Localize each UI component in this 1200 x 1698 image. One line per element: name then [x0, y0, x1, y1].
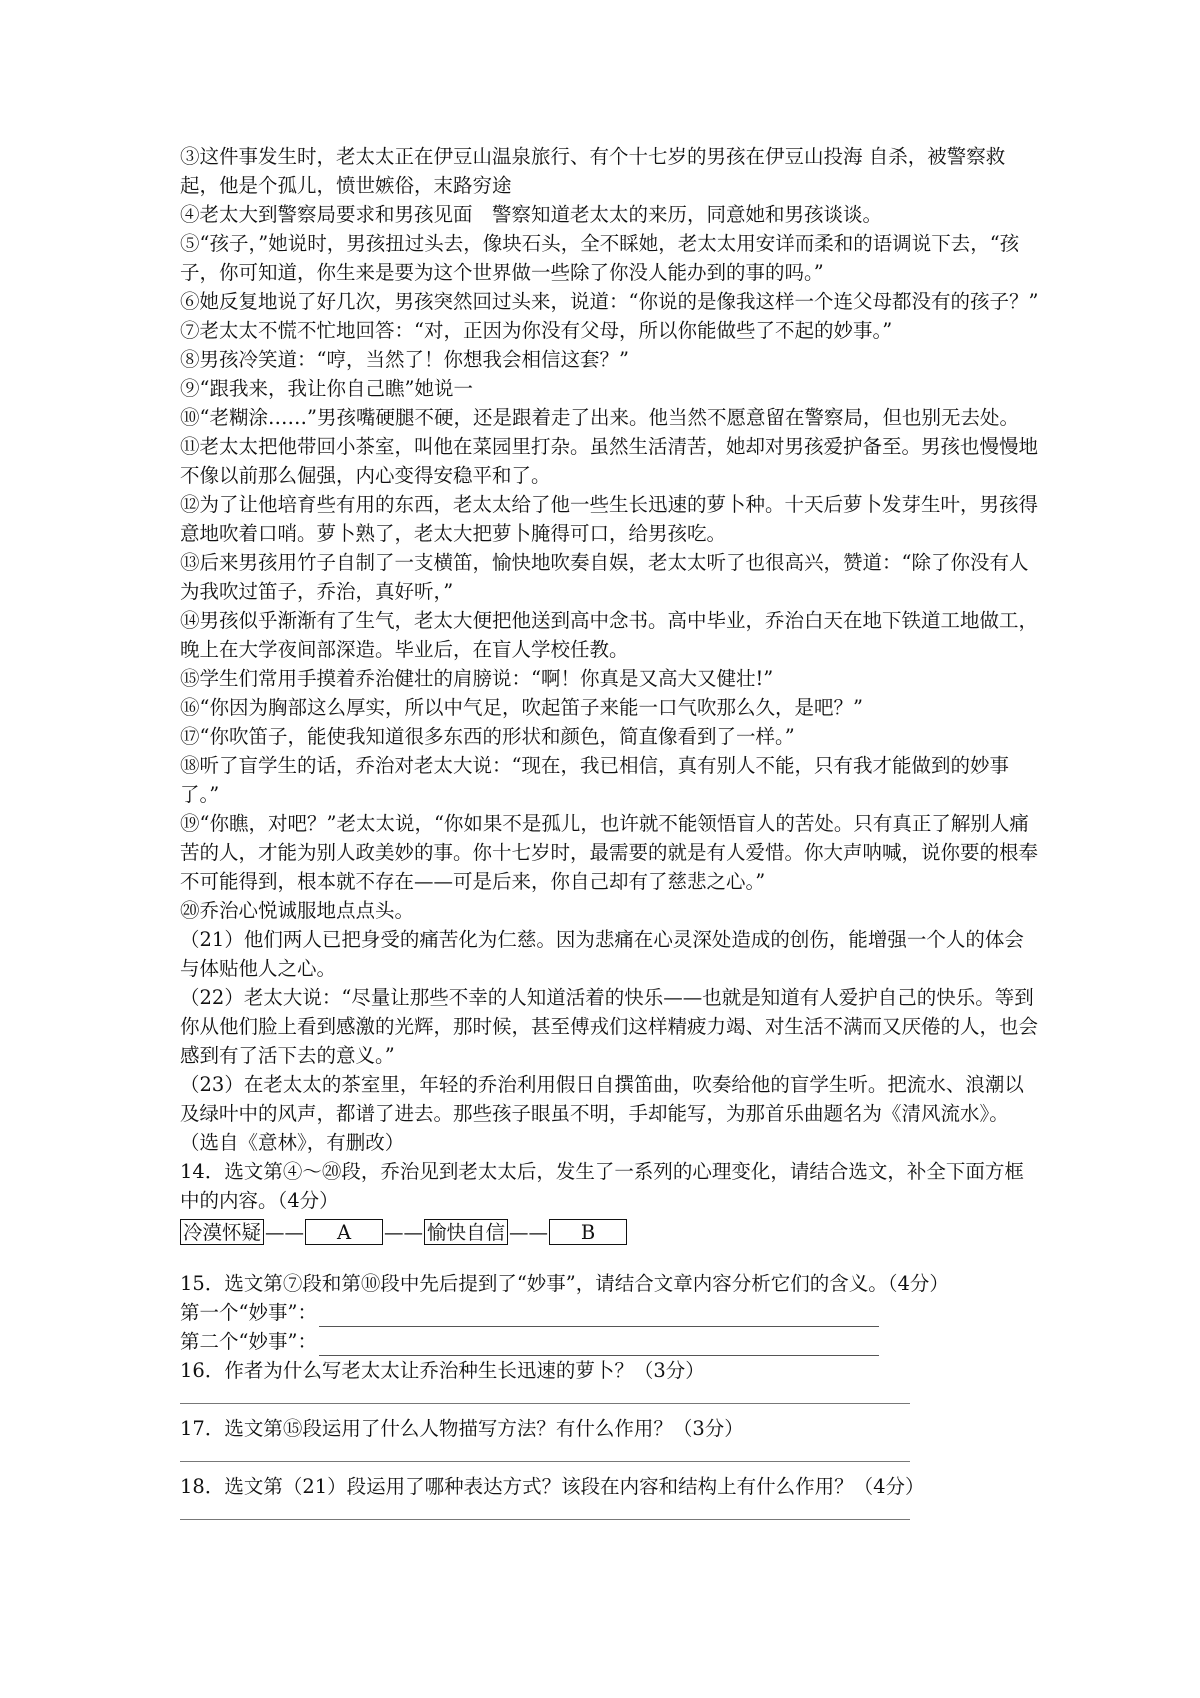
- answer-line-second[interactable]: [319, 1337, 879, 1356]
- paragraph-3: ③这件事发生时，老太太正在伊豆山温泉旅行、有个十七岁的男孩在伊豆山投海 自杀，被警察救起，他是个孤儿，愤世嫉俗，末路穷途: [180, 145, 1006, 197]
- exam-page: [180, 142, 1042, 1530]
- question-15: [180, 1269, 1042, 1356]
- paragraph-17: ⑰“你吹笛子，能使我知道很多东西的形状和颜色，简直像看到了一样。”: [180, 725, 795, 748]
- flow-stage-cold-doubt: 冷漠怀疑: [180, 1219, 264, 1245]
- paragraph-22: （22）老太大说：“尽量让那些不幸的人知道活着的快乐——也就是知道有人爱护自己的快乐。等到你从他们脸上看到感激的光辉，那时候，甚至傅戎们这样精疲力竭、对生活不满而又厌倦的人，也会感到有了活下去的意义。”: [180, 986, 1039, 1067]
- paragraph-14: ⑭男孩似乎渐渐有了生气，老太大便把他送到高中念书。高中毕业，乔治白天在地下铁道工地做工，晚上在大学夜间部深造。毕业后，在盲人学校任教。: [180, 609, 1039, 661]
- paragraph-21: （21）他们两人已把身受的痛苦化为仁慈。因为悲痛在心灵深处造成的创伤，能增强一个人的体会与体贴他人之心。: [180, 928, 1024, 980]
- paragraph-23: （23）在老太太的茶室里，年轻的乔治利用假日自撰笛曲，吹奏给他的盲学生听。把流水、浪潮以及绿叶中的风声，都谱了进去。那些孩子眼虽不明，手却能写，为那首乐曲题名为《清风流水》。: [180, 1073, 1024, 1125]
- paragraph-10: ⑩“老糊涂……”男孩嘴硬腿不硬，还是跟着走了出来。他当然不愿意留在警察局，但也别无去处。: [180, 406, 1019, 429]
- paragraph-16: ⑯“你因为胸部这么厚实，所以中气足，吹起笛子来能一口气吹那么久，是吧？”: [180, 696, 863, 719]
- question-15-text: 15．选文第⑦段和第⑩段中先后提到了“妙事”，请结合文章内容分析它们的含义。（4分）: [180, 1272, 949, 1295]
- paragraph-6: ⑥她反复地说了好几次，男孩突然回过头来，说道：“你说的是像我这样一个连父母都没有的孩子？”: [180, 290, 1039, 313]
- paragraph-13: ⑬后来男孩用竹子自制了一支横笛，愉快地吹奏自娱，老太太听了也很高兴，赞道：“除了你没有人为我吹过笛子，乔治，真好听，”: [180, 551, 1029, 603]
- flow-arrow-1: ——: [265, 1220, 305, 1244]
- question-14-text: 14．选文第④～⑳段，乔治见到老太太后，发生了一系列的心理变化，请结合选文，补全下面方框中的内容。（4分）: [180, 1160, 1024, 1212]
- answer-line-16[interactable]: [180, 1385, 910, 1404]
- paragraph-4: ④老太大到警察局要求和男孩见面 警察知道老太太的来历，同意她和男孩谈谈。: [180, 203, 883, 226]
- flow-arrow-2: ——: [384, 1220, 424, 1244]
- question-17-text: 17．选文第⑮段运用了什么人物描写方法？有什么作用？（3分）: [180, 1417, 744, 1440]
- second-miaoshi-label: 第二个“妙事”：: [180, 1330, 317, 1353]
- paragraph-15: ⑮学生们常用手摸着乔治健壮的肩膀说：“啊！你真是又高大又健壮!”: [180, 667, 774, 690]
- paragraph-8: ⑧男孩冷笑道：“哼，当然了！你想我会相信这套？”: [180, 348, 629, 371]
- paragraph-11: ⑪老太太把他带回小茶室，叫他在菜园里打杂。虽然生活清苦，她却对男孩爱护备至。男孩也慢慢地不像以前那么倔强，内心变得安稳平和了。: [180, 435, 1039, 487]
- emotion-flow-chart: [180, 1217, 1042, 1247]
- question-17: [180, 1414, 1042, 1462]
- paragraph-12: ⑫为了让他培育些有用的东西，老太太给了他一些生长迅速的萝卜种。十天后萝卜发芽生叶，男孩得意地吹着口哨。萝卜熟了，老太大把萝卜腌得可口，给男孩吃。: [180, 493, 1039, 545]
- answer-row-first-miaoshi: [180, 1298, 1042, 1327]
- question-18: [180, 1472, 1042, 1520]
- flow-stage-happy-confident: 愉快自信: [424, 1219, 508, 1245]
- source-note: （选自《意林》，有删改）: [180, 1131, 405, 1154]
- answer-line-first[interactable]: [319, 1308, 879, 1327]
- flow-arrow-3: ——: [509, 1220, 549, 1244]
- answer-line-18[interactable]: [180, 1501, 910, 1520]
- paragraph-19: ⑲“你瞧，对吧？”老太太说，“你如果不是孤儿，也许就不能领悟盲人的苦处。只有真正了解别人痛苦的人，才能为别人政美妙的事。你十七岁时，最需要的就是有人爱惜。你大声呐喊，说你要的根奉不可能得到，根本就不存在——可是后来，你自己却有了慈悲之心。”: [180, 812, 1039, 893]
- paragraph-7: ⑦老太太不慌不忙地回答：“对，正因为你没有父母，所以你能做些了不起的妙事。”: [180, 319, 893, 342]
- answer-line-17[interactable]: [180, 1443, 910, 1462]
- question-16-text: 16．作者为什么写老太太让乔治种生长迅速的萝卜？（3分）: [180, 1359, 705, 1382]
- paragraph-18: ⑱听了盲学生的话，乔治对老太大说：“现在，我已相信，真有别人不能，只有我才能做到的妙事了。”: [180, 754, 1009, 806]
- question-18-text: 18．选文第（21）段运用了哪种表达方式？该段在内容和结构上有什么作用？（4分）: [180, 1475, 925, 1498]
- first-miaoshi-label: 第一个“妙事”：: [180, 1301, 317, 1324]
- paragraph-20: ⑳乔治心悦诚服地点点头。: [180, 899, 415, 922]
- reading-passage: [180, 142, 1042, 1157]
- question-16: [180, 1356, 1042, 1404]
- answer-row-second-miaoshi: [180, 1327, 1042, 1356]
- paragraph-5: ⑤“孩子，”她说时，男孩扭过头去，像块石头，全不睬她，老太太用安详而柔和的语调说下去，“孩子，你可知道，你生来是要为这个世界做一些除了你没人能办到的事的吗。”: [180, 232, 1020, 284]
- flow-blank-a[interactable]: A: [305, 1219, 383, 1245]
- question-14: [180, 1157, 1042, 1247]
- spacer: [180, 1247, 1042, 1269]
- flow-blank-b[interactable]: B: [549, 1219, 627, 1245]
- paragraph-9: ⑨“跟我来，我让你自己瞧”她说一: [180, 377, 473, 400]
